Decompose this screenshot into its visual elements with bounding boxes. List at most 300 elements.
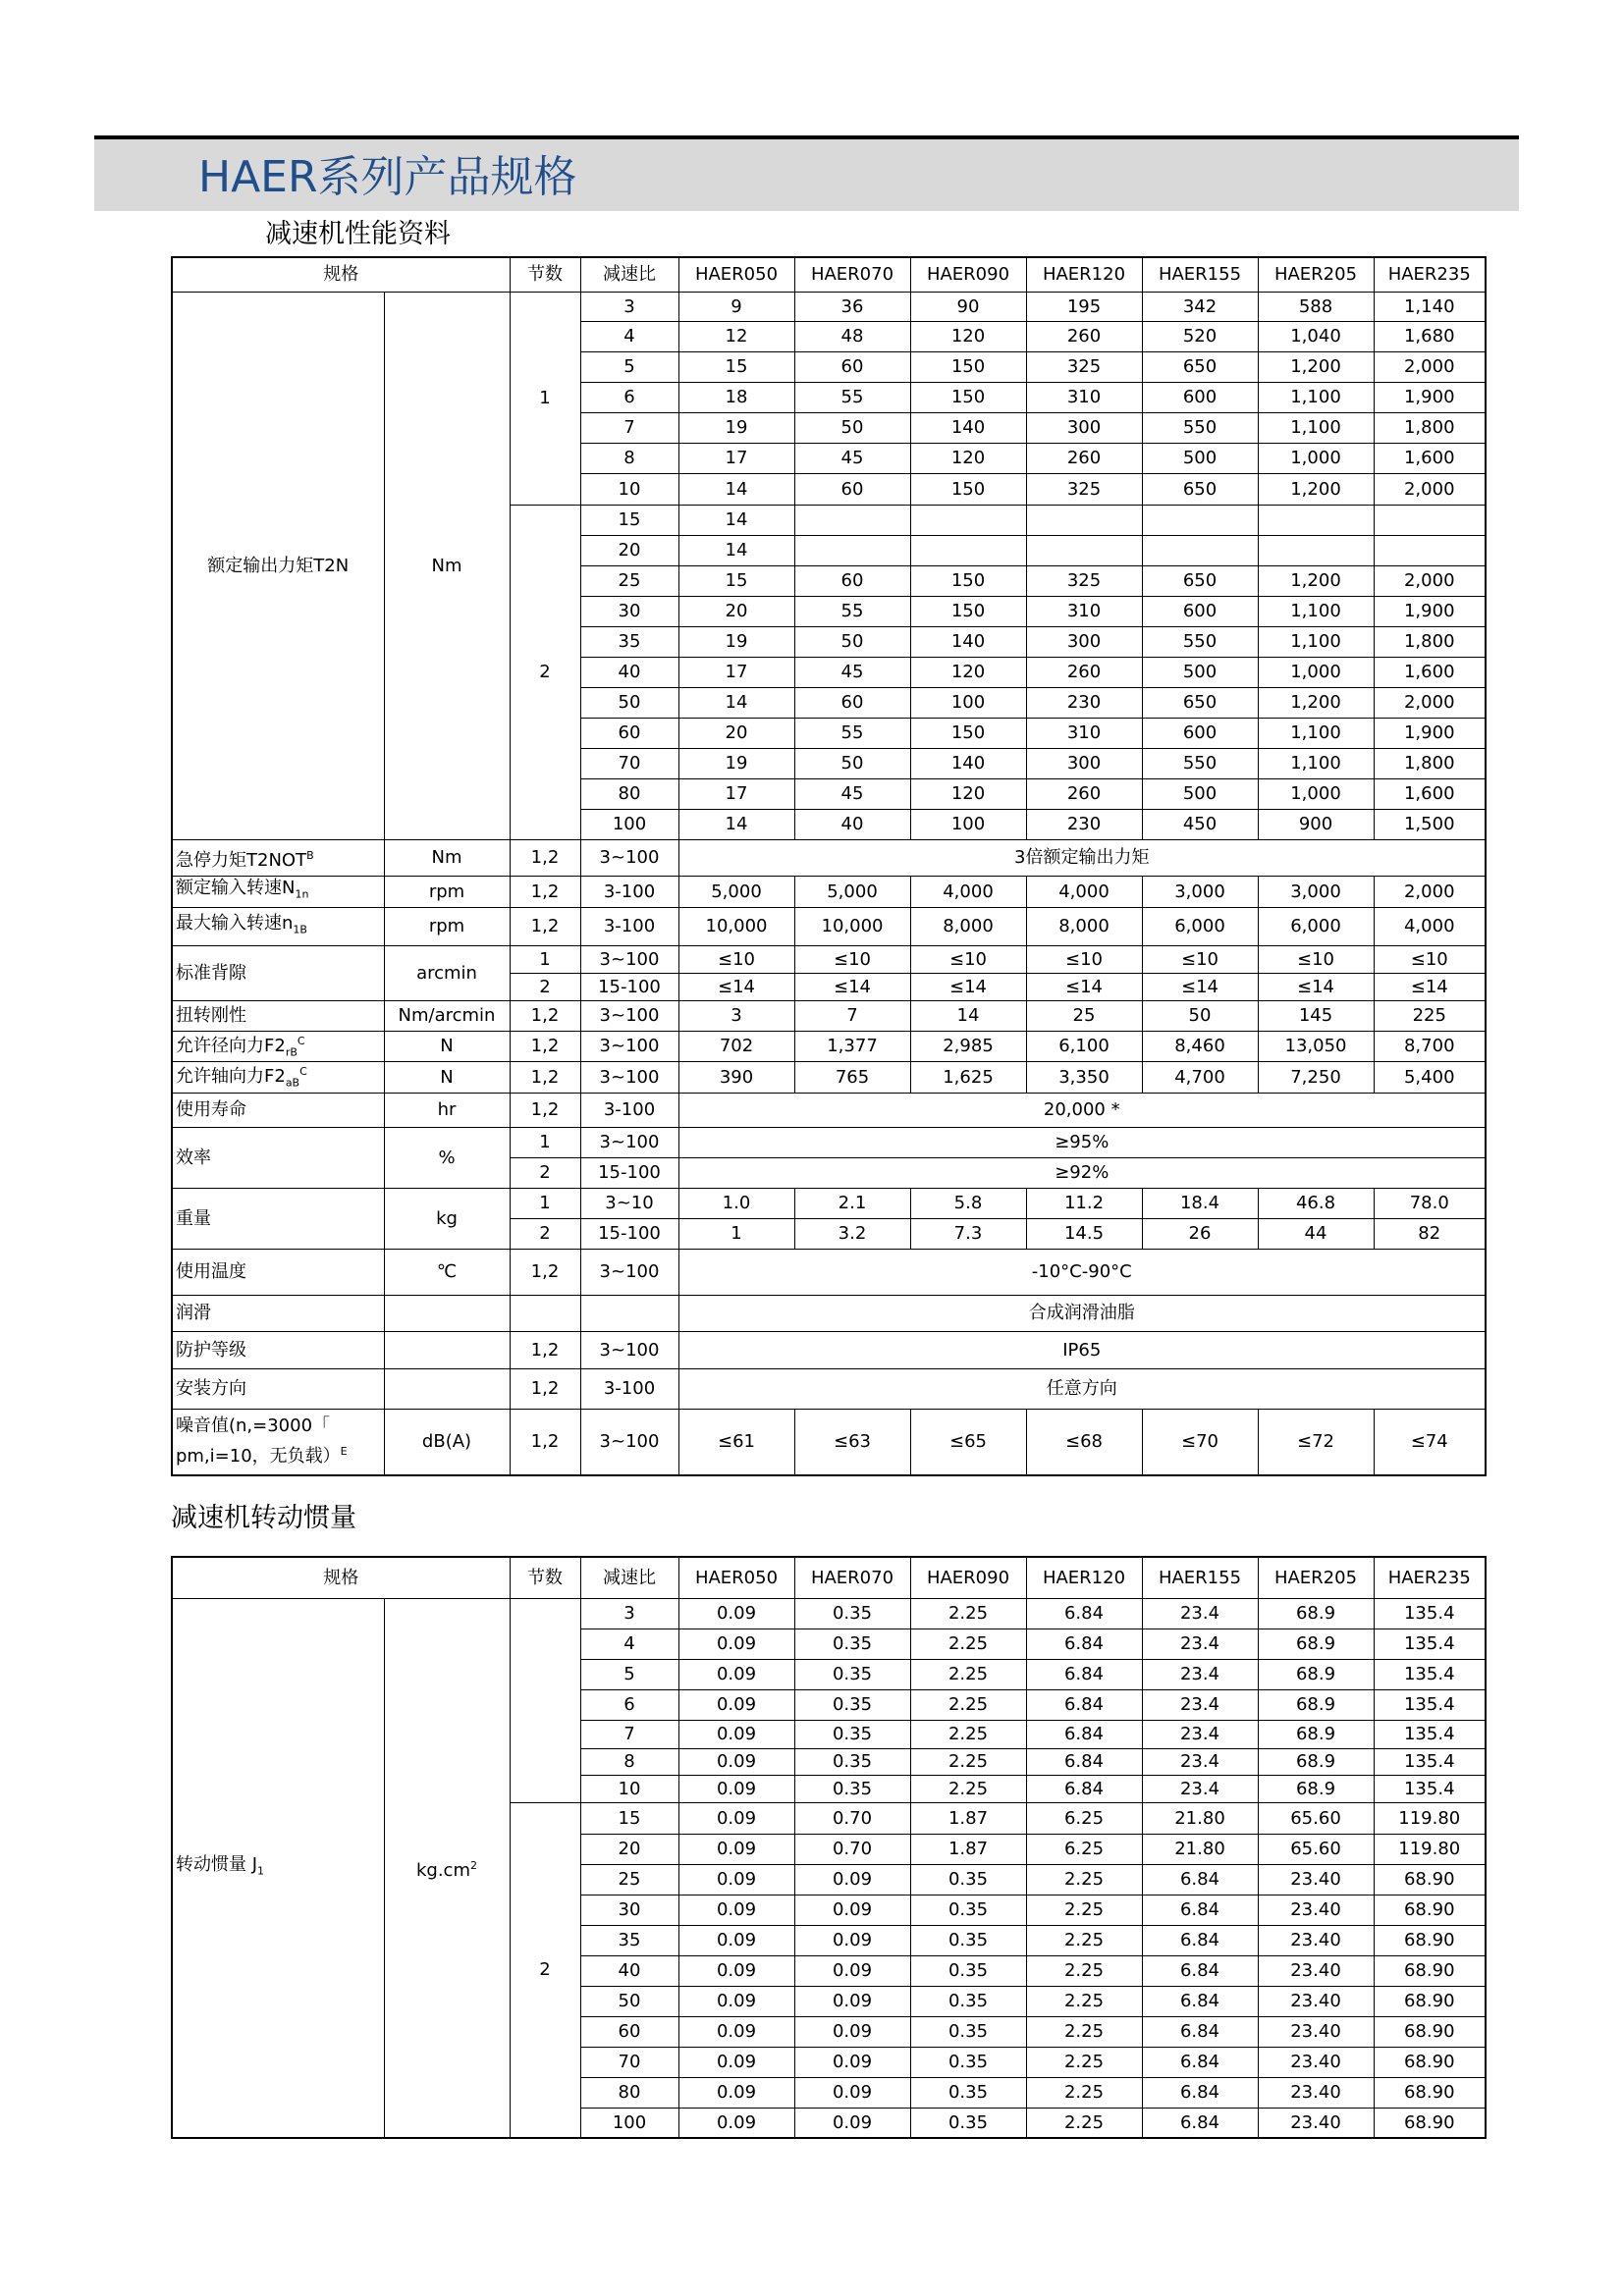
header-cell: HAER205 <box>1258 1557 1374 1598</box>
value-cell: ≤10 <box>910 945 1026 973</box>
mounting-row <box>172 1368 1486 1409</box>
value-cell: 650 <box>1142 687 1258 718</box>
header-cell: HAER120 <box>1026 1557 1142 1598</box>
ratio-cell: 10 <box>580 473 678 505</box>
ratio-cell: 3-100 <box>580 1093 678 1127</box>
value-cell: 65.60 <box>1258 1834 1374 1864</box>
value-cell: 500 <box>1142 443 1258 473</box>
value-cell: 6.84 <box>1142 1895 1258 1925</box>
value-cell: 4,700 <box>1142 1062 1258 1094</box>
stage-cell: 1 <box>510 1127 580 1157</box>
value-cell: 17 <box>678 443 794 473</box>
value-cell: 1,600 <box>1374 657 1486 687</box>
value-cell: 1.87 <box>910 1834 1026 1864</box>
value-cell: 15 <box>678 351 794 382</box>
value-cell: 2.25 <box>910 1775 1026 1802</box>
value-cell: 325 <box>1026 351 1142 382</box>
value-cell: 45 <box>794 657 910 687</box>
value-cell: 1,100 <box>1258 718 1374 748</box>
value-cell: 0.70 <box>794 1834 910 1864</box>
value-cell: 68.9 <box>1258 1720 1374 1748</box>
protection-row <box>172 1331 1486 1368</box>
value-cell: 68.90 <box>1374 1955 1486 1986</box>
rated_speed-label <box>172 876 384 907</box>
value-cell: 0.35 <box>910 1955 1026 1986</box>
value-cell: 7.3 <box>910 1218 1026 1249</box>
value-cell: 300 <box>1026 626 1142 657</box>
value-cell <box>910 535 1026 565</box>
value-cell: 2.25 <box>910 1598 1026 1629</box>
value-cell: 310 <box>1026 718 1142 748</box>
value-cell: 0.35 <box>794 1775 910 1802</box>
ratio-cell: 20 <box>580 535 678 565</box>
value-cell: 6.84 <box>1026 1629 1142 1659</box>
value-cell: 23.40 <box>1258 2077 1374 2108</box>
value-cell: 3,000 <box>1142 876 1258 907</box>
value-cell: 2,000 <box>1374 687 1486 718</box>
value-cell: 0.09 <box>794 1986 910 2016</box>
value-cell: 1,600 <box>1374 778 1486 809</box>
empty-cell <box>384 1331 510 1368</box>
value-cell: 23.40 <box>1258 1955 1374 1986</box>
value-cell: 2.25 <box>1026 1925 1142 1955</box>
axial-row <box>172 1062 1486 1094</box>
ratio-cell: 3~100 <box>580 1127 678 1157</box>
value-cell: 150 <box>910 718 1026 748</box>
ratio-cell: 3~100 <box>580 945 678 973</box>
noise-row <box>172 1409 1486 1475</box>
value-cell: 6.84 <box>1026 1720 1142 1748</box>
value-cell: 195 <box>1026 292 1142 321</box>
value-cell: ≤61 <box>678 1409 794 1475</box>
header-cell: 节数 <box>510 1557 580 1598</box>
unit-cell: rpm <box>384 876 510 907</box>
torque-stage-1: 1 <box>510 292 580 505</box>
inertia-label-text: 转动惯量 J <box>176 1853 258 1875</box>
value-cell: 5,000 <box>794 876 910 907</box>
value-cell: 120 <box>910 443 1026 473</box>
value-cell <box>1374 535 1486 565</box>
stage-cell: 2 <box>510 1157 580 1188</box>
value-cell: 2.25 <box>1026 1955 1142 1986</box>
value-cell: 0.09 <box>678 1925 794 1955</box>
value-cell: 119.80 <box>1374 1802 1486 1834</box>
ratio-cell: 3~100 <box>580 1249 678 1295</box>
inertia-label-subscript: 1 <box>257 1864 265 1878</box>
inertia-stage-2: 2 <box>510 1802 580 2138</box>
value-cell: 0.35 <box>794 1629 910 1659</box>
value-cell: 17 <box>678 657 794 687</box>
value-cell: 260 <box>1026 443 1142 473</box>
value-cell: 2.25 <box>910 1720 1026 1748</box>
inertia-unit-superscript: 2 <box>470 1858 477 1872</box>
value-cell: 50 <box>794 626 910 657</box>
value-cell: 1,200 <box>1258 351 1374 382</box>
value-cell: 0.09 <box>678 1895 794 1925</box>
value-cell: 390 <box>678 1062 794 1094</box>
efficiency-label: 效率 <box>172 1127 384 1188</box>
value-cell: 140 <box>910 748 1026 778</box>
header-cell: 减速比 <box>580 257 678 292</box>
weight-label: 重量 <box>172 1188 384 1249</box>
value-cell: 702 <box>678 1031 794 1062</box>
value-cell: 0.09 <box>794 1895 910 1925</box>
max_speed-label-subscript: 1B <box>293 923 307 936</box>
value-cell: 14 <box>678 535 794 565</box>
value-cell: 1,200 <box>1258 565 1374 596</box>
value-cell: 120 <box>910 778 1026 809</box>
value-cell: ≤14 <box>1142 973 1258 1000</box>
value-cell: 23.4 <box>1142 1659 1258 1689</box>
mounting-label: 安装方向 <box>172 1368 384 1409</box>
value-cell: 8,700 <box>1374 1031 1486 1062</box>
value-cell: 1,140 <box>1374 292 1486 321</box>
value-cell: 2.25 <box>1026 1864 1142 1895</box>
value-cell: 60 <box>794 565 910 596</box>
value-cell: 1,000 <box>1258 657 1374 687</box>
emergency-label <box>172 839 384 876</box>
value-cell: 135.4 <box>1374 1659 1486 1689</box>
value-cell: 0.09 <box>678 1629 794 1659</box>
value-cell: 0.09 <box>794 2108 910 2138</box>
value-cell: 23.4 <box>1142 1775 1258 1802</box>
axial-label <box>172 1062 384 1094</box>
header-row <box>172 257 1486 292</box>
value-cell: 0.09 <box>678 1864 794 1895</box>
value-cell: 1,625 <box>910 1062 1026 1094</box>
value-cell: 0.09 <box>678 2047 794 2077</box>
value-cell: 135.4 <box>1374 1689 1486 1720</box>
value-cell: ≤14 <box>794 973 910 1000</box>
value-cell: 0.09 <box>794 1864 910 1895</box>
value-cell: 7,250 <box>1258 1062 1374 1094</box>
value-cell: 78.0 <box>1374 1188 1486 1218</box>
header-cell: HAER090 <box>910 257 1026 292</box>
value-cell: ≤14 <box>910 973 1026 1000</box>
ratio-cell: 15 <box>580 505 678 535</box>
ratio-cell: 10 <box>580 1775 678 1802</box>
value-cell: 23.4 <box>1142 1748 1258 1775</box>
value-cell: 1,100 <box>1258 382 1374 412</box>
value-cell: 100 <box>910 809 1026 839</box>
value-cell: 68.90 <box>1374 2047 1486 2077</box>
value-cell: 50 <box>794 748 910 778</box>
value-cell: 90 <box>910 292 1026 321</box>
value-cell: 0.09 <box>678 1659 794 1689</box>
value-cell: 40 <box>794 809 910 839</box>
radial-label <box>172 1031 384 1062</box>
value-cell: 150 <box>910 473 1026 505</box>
unit-cell: hr <box>384 1093 510 1127</box>
value-cell: 1,000 <box>1258 443 1374 473</box>
emergency-label-superscript: B <box>306 848 314 862</box>
value-cell: ≤10 <box>794 945 910 973</box>
value-cell: 1,800 <box>1374 748 1486 778</box>
value-cell: -10°C-90°C <box>678 1249 1486 1295</box>
value-cell: 21.80 <box>1142 1802 1258 1834</box>
value-cell: 68.90 <box>1374 2077 1486 2108</box>
emergency-label-text: 急停力矩T2NOT <box>176 849 307 871</box>
value-cell: 0.35 <box>910 1986 1026 2016</box>
ratio-cell: 7 <box>580 1720 678 1748</box>
value-cell: 23.40 <box>1258 2108 1374 2138</box>
stage-cell: 1,2 <box>510 1249 580 1295</box>
value-cell: 6.84 <box>1142 1955 1258 1986</box>
value-cell: 1,100 <box>1258 412 1374 443</box>
rated_speed-label-subscript: 1n <box>295 887 309 901</box>
value-cell: 20,000 * <box>678 1093 1486 1127</box>
noise-label <box>172 1409 384 1475</box>
value-cell: 68.9 <box>1258 1629 1374 1659</box>
header-cell: 节数 <box>510 257 580 292</box>
value-cell: 0.09 <box>794 1925 910 1955</box>
ratio-cell: 3 <box>580 292 678 321</box>
stage-cell: 1,2 <box>510 1368 580 1409</box>
value-cell: 225 <box>1374 1000 1486 1031</box>
value-cell: 82 <box>1374 1218 1486 1249</box>
backlash-row <box>172 945 1486 973</box>
value-cell <box>1142 535 1258 565</box>
header-cell: HAER205 <box>1258 257 1374 292</box>
value-cell: 6.84 <box>1142 2016 1258 2047</box>
value-cell: 500 <box>1142 778 1258 809</box>
ratio-cell: 4 <box>580 1629 678 1659</box>
radial-label-subscript: rB <box>285 1045 298 1059</box>
value-cell: 68.90 <box>1374 1895 1486 1925</box>
unit-cell: N <box>384 1062 510 1094</box>
rated_speed-label-text: 额定输入转速N <box>176 878 296 899</box>
ratio-cell: 3-100 <box>580 907 678 945</box>
value-cell: 0.35 <box>794 1598 910 1629</box>
value-cell: 23.4 <box>1142 1598 1258 1629</box>
ratio-cell: 3-100 <box>580 876 678 907</box>
value-cell: 10,000 <box>794 907 910 945</box>
value-cell: 0.35 <box>910 2047 1026 2077</box>
backlash-label: 标准背隙 <box>172 945 384 1000</box>
ratio-cell: 6 <box>580 382 678 412</box>
axial-label-superscript: C <box>299 1065 307 1079</box>
value-cell: 6.25 <box>1026 1802 1142 1834</box>
value-cell: 20 <box>678 596 794 626</box>
inertia-label <box>172 1598 384 2138</box>
value-cell: 230 <box>1026 809 1142 839</box>
value-cell: 14 <box>678 809 794 839</box>
ratio-cell: 30 <box>580 1895 678 1925</box>
max_speed-label <box>172 907 384 945</box>
value-cell: 150 <box>910 351 1026 382</box>
value-cell: 2.25 <box>910 1689 1026 1720</box>
value-cell: ≥92% <box>678 1157 1486 1188</box>
value-cell: ≤72 <box>1258 1409 1374 1475</box>
header-cell: HAER050 <box>678 257 794 292</box>
value-cell: 21.80 <box>1142 1834 1258 1864</box>
header-cell: HAER070 <box>794 257 910 292</box>
value-cell: 46.8 <box>1258 1188 1374 1218</box>
value-cell: 0.09 <box>678 1598 794 1629</box>
value-cell: 1,377 <box>794 1031 910 1062</box>
unit-cell: Nm/arcmin <box>384 1000 510 1031</box>
value-cell: 20 <box>678 718 794 748</box>
ratio-cell: 50 <box>580 687 678 718</box>
value-cell: 300 <box>1026 748 1142 778</box>
value-cell: ≤10 <box>1142 945 1258 973</box>
value-cell <box>1258 535 1374 565</box>
ratio-cell: 100 <box>580 809 678 839</box>
header-row <box>172 1557 1486 1598</box>
value-cell: 1,900 <box>1374 596 1486 626</box>
value-cell: 0.09 <box>794 2047 910 2077</box>
stage-cell: 1,2 <box>510 1409 580 1475</box>
ratio-cell: 30 <box>580 596 678 626</box>
axial-label-subscript: aB <box>285 1076 300 1090</box>
value-cell: 520 <box>1142 321 1258 351</box>
value-cell: 900 <box>1258 809 1374 839</box>
performance-table <box>171 256 1487 1476</box>
value-cell: 6.84 <box>1142 1986 1258 2016</box>
ratio-cell: 3~100 <box>580 839 678 876</box>
value-cell: 2.25 <box>1026 1986 1142 2016</box>
ratio-cell: 5 <box>580 1659 678 1689</box>
value-cell: 0.35 <box>910 2016 1026 2047</box>
life-row <box>172 1093 1486 1127</box>
value-cell: 2,985 <box>910 1031 1026 1062</box>
ratio-cell: 40 <box>580 657 678 687</box>
ratio-cell: 15 <box>580 1802 678 1834</box>
ratio-cell: 20 <box>580 1834 678 1864</box>
value-cell: 14.5 <box>1026 1218 1142 1249</box>
ratio-cell: 3~100 <box>580 1331 678 1368</box>
stiffness-label <box>172 1000 384 1031</box>
value-cell: 0.09 <box>678 1748 794 1775</box>
value-cell: 50 <box>794 412 910 443</box>
weight-row <box>172 1188 1486 1218</box>
value-cell: 5,400 <box>1374 1062 1486 1094</box>
value-cell: 2,000 <box>1374 473 1486 505</box>
value-cell: 23.40 <box>1258 1986 1374 2016</box>
value-cell: 8,460 <box>1142 1031 1258 1062</box>
emergency-row <box>172 839 1486 876</box>
value-cell: 765 <box>794 1062 910 1094</box>
value-cell: 3 <box>678 1000 794 1031</box>
empty-cell <box>384 1295 510 1331</box>
value-cell: 55 <box>794 382 910 412</box>
value-cell: 6.84 <box>1026 1775 1142 1802</box>
value-cell: 6.84 <box>1026 1598 1142 1629</box>
unit-cell: dB(A) <box>384 1409 510 1475</box>
value-cell: ≤14 <box>678 973 794 1000</box>
value-cell: 15 <box>678 565 794 596</box>
value-cell: 68.9 <box>1258 1598 1374 1629</box>
value-cell: 325 <box>1026 565 1142 596</box>
stage-cell: 1 <box>510 1188 580 1218</box>
noise-label-superscript: E <box>340 1445 348 1459</box>
value-cell: 8,000 <box>910 907 1026 945</box>
value-cell: 135.4 <box>1374 1775 1486 1802</box>
value-cell: 60 <box>794 351 910 382</box>
ratio-cell: 100 <box>580 2108 678 2138</box>
value-cell: ≤74 <box>1374 1409 1486 1475</box>
inertia-unit <box>384 1598 510 2138</box>
ratio-cell: 3~10 <box>580 1188 678 1218</box>
value-cell: 25 <box>1026 1000 1142 1031</box>
value-cell: 150 <box>910 565 1026 596</box>
value-cell: 0.35 <box>910 1864 1026 1895</box>
ratio-cell: 8 <box>580 443 678 473</box>
value-cell: 68.90 <box>1374 1864 1486 1895</box>
value-cell: ≤63 <box>794 1409 910 1475</box>
value-cell: ≤14 <box>1374 973 1486 1000</box>
header-cell: HAER090 <box>910 1557 1026 1598</box>
inertia-row <box>172 1598 1486 1629</box>
value-cell: 68.90 <box>1374 2016 1486 2047</box>
value-cell: 68.9 <box>1258 1659 1374 1689</box>
value-cell: 68.9 <box>1258 1775 1374 1802</box>
axial-label-text: 允许轴向力F2 <box>176 1066 286 1088</box>
ratio-cell: 15-100 <box>580 973 678 1000</box>
value-cell: 0.35 <box>910 1895 1026 1925</box>
value-cell: 23.4 <box>1142 1629 1258 1659</box>
ratio-cell: 25 <box>580 565 678 596</box>
ratio-cell: 15-100 <box>580 1157 678 1188</box>
value-cell: 14 <box>678 473 794 505</box>
value-cell: 310 <box>1026 596 1142 626</box>
value-cell: 310 <box>1026 382 1142 412</box>
value-cell: 19 <box>678 626 794 657</box>
value-cell: 650 <box>1142 565 1258 596</box>
value-cell: 60 <box>794 687 910 718</box>
value-cell: 119.80 <box>1374 1834 1486 1864</box>
value-cell: 0.09 <box>678 1689 794 1720</box>
value-cell: 0.35 <box>910 1925 1026 1955</box>
value-cell: 0.09 <box>794 2016 910 2047</box>
stiffness-row <box>172 1000 1486 1031</box>
ratio-cell: 50 <box>580 1986 678 2016</box>
value-cell: 68.90 <box>1374 2108 1486 2138</box>
value-cell: 1,680 <box>1374 321 1486 351</box>
value-cell: 13,050 <box>1258 1031 1374 1062</box>
value-cell: 1,800 <box>1374 626 1486 657</box>
value-cell: 140 <box>910 626 1026 657</box>
value-cell: 6.25 <box>1026 1834 1142 1864</box>
header-cell: HAER155 <box>1142 257 1258 292</box>
value-cell: 12 <box>678 321 794 351</box>
value-cell: 1,900 <box>1374 382 1486 412</box>
value-cell: 2,000 <box>1374 565 1486 596</box>
value-cell: 1,200 <box>1258 473 1374 505</box>
ratio-cell: 40 <box>580 1955 678 1986</box>
value-cell: 1,040 <box>1258 321 1374 351</box>
unit-cell: kg <box>384 1188 510 1249</box>
value-cell: 1,100 <box>1258 596 1374 626</box>
value-cell: 7 <box>794 1000 910 1031</box>
stage-cell: 1,2 <box>510 1062 580 1094</box>
header-spec: 规格 <box>172 1557 510 1598</box>
value-cell: 2.25 <box>910 1748 1026 1775</box>
value-cell: 260 <box>1026 321 1142 351</box>
value-cell <box>794 535 910 565</box>
value-cell: 260 <box>1026 657 1142 687</box>
temperature-label: 使用温度 <box>172 1249 384 1295</box>
value-cell: 2.25 <box>1026 1895 1142 1925</box>
value-cell: 18.4 <box>1142 1188 1258 1218</box>
value-cell: 120 <box>910 657 1026 687</box>
value-cell: 6.84 <box>1142 1864 1258 1895</box>
ratio-cell: 3-100 <box>580 1368 678 1409</box>
stage-cell <box>510 1598 580 1802</box>
stage-cell: 1,2 <box>510 1093 580 1127</box>
value-cell: 44 <box>1258 1218 1374 1249</box>
max_speed-label-text: 最大输入转速n <box>176 912 294 934</box>
